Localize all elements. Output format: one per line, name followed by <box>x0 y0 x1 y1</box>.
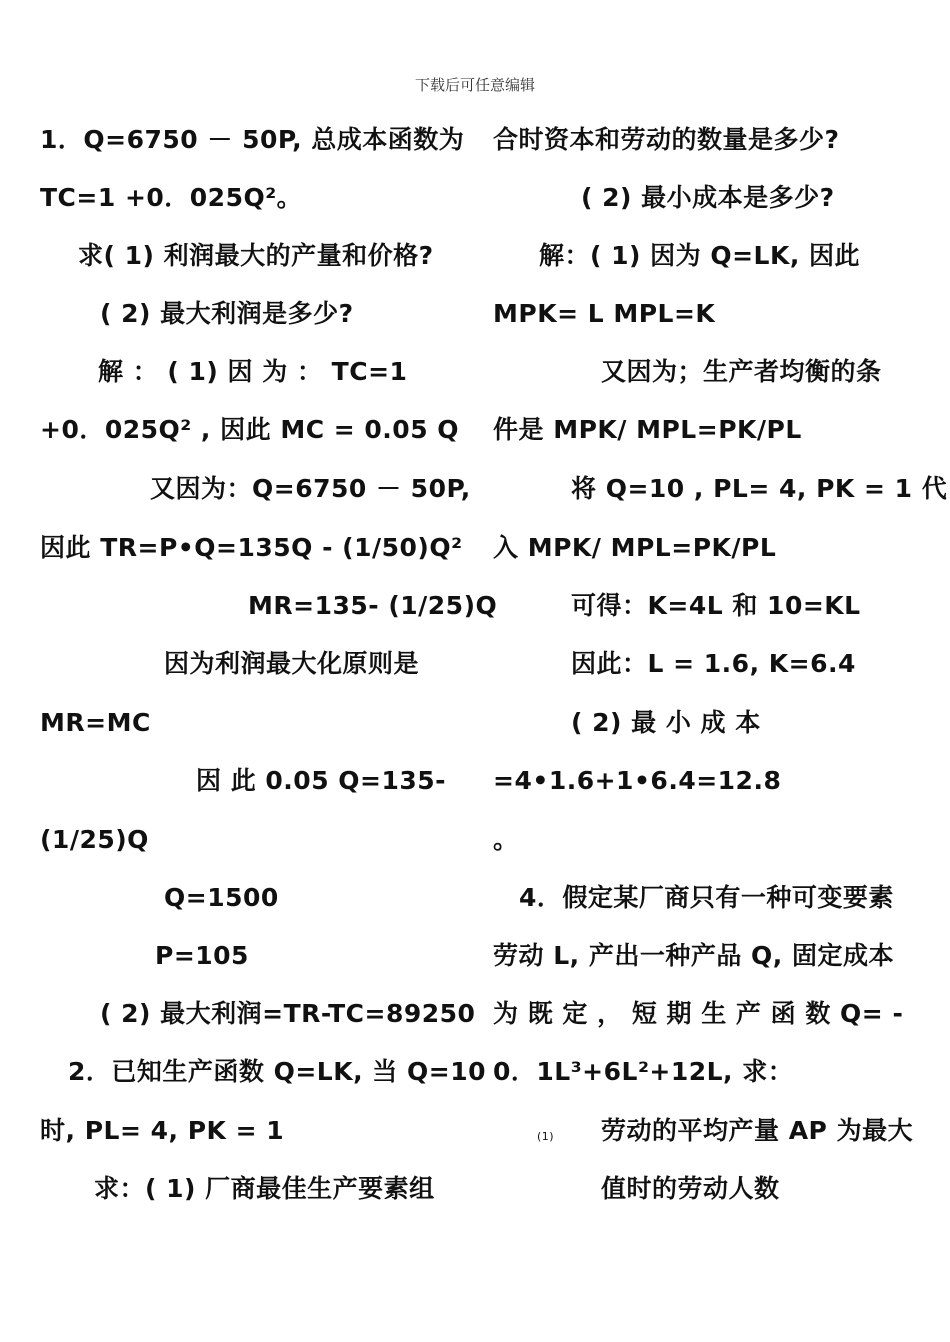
problem-2-question-1: 求：( 1) 厂商最佳生产要素组 <box>94 1174 435 1203</box>
page-header: 下载后可任意编辑 <box>414 76 535 94</box>
solution-2-marginal-products: MPK= L MPL=K <box>493 299 716 328</box>
problem-4-line-2: 劳动 L, 产出一种产品 Q, 固定成本 <box>493 941 894 970</box>
problem-4-line-1: 4．假定某厂商只有一种可变要素 <box>519 883 894 912</box>
problem-4-item-number: (1) <box>537 1130 555 1143</box>
solution-2-result: 因此：L = 1.6, K=6.4 <box>571 649 856 678</box>
problem-2-line-3: 合时资本和劳动的数量是多少? <box>493 125 840 154</box>
solution-1-q-value: Q=1500 <box>164 883 279 912</box>
solution-1-line-8: 因 此 0.05 Q=135- <box>196 766 447 795</box>
problem-1-question-2: ( 2) 最大利润是多少? <box>100 299 354 328</box>
problem-4-item-1-line-1: 劳动的平均产量 AP 为最大 <box>601 1116 914 1145</box>
solution-1-line-2: +0．025Q² , 因此 MC = 0.05 Q <box>40 415 460 444</box>
solution-1-line-3: 又因为：Q=6750 － 50P, <box>150 474 471 503</box>
solution-1-max-profit: ( 2) 最大利润=TR-TC=89250 <box>100 999 476 1028</box>
problem-1-line-2: TC=1 +0．025Q²。 <box>40 183 303 212</box>
problem-2-line-2: 时, PL= 4, PK = 1 <box>40 1116 285 1145</box>
solution-2-substitute-2: 入 MPK/ MPL=PK/PL <box>493 533 777 562</box>
solution-1-line-6: 因为利润最大化原则是 <box>164 649 420 678</box>
solution-2-substitute: 将 Q=10 , PL= 4, PK = 1 代 <box>571 474 948 503</box>
problem-4-line-4: 0．1L³+6L²+12L, 求： <box>493 1057 794 1086</box>
problem-2-line-1: 2．已知生产函数 Q=LK, 当 Q=10 <box>68 1057 486 1086</box>
solution-2-min-cost-label: ( 2) 最 小 成 本 <box>571 708 761 737</box>
problem-4-item-1-line-2: 值时的劳动人数 <box>601 1174 780 1203</box>
solution-2-line-1: 解：( 1) 因为 Q=LK, 因此 <box>539 241 861 270</box>
solution-1-line-1: 解 ： ( 1) 因 为 ： TC=1 <box>98 357 408 386</box>
problem-1-line-1: 1．Q=6750 － 50P, 总成本函数为 <box>40 125 465 154</box>
solution-2-min-cost-value: =4•1.6+1•6.4=12.8 <box>493 766 782 795</box>
problem-2-question-2: ( 2) 最小成本是多少? <box>581 183 835 212</box>
solution-1-p-value: P=105 <box>155 941 249 970</box>
solution-2-derived: 可得：K=4L 和 10=KL <box>571 591 861 620</box>
solution-1-line-9: (1/25)Q <box>40 825 149 854</box>
solution-2-line-3: 又因为；生产者均衡的条 <box>601 357 882 386</box>
solution-2-period: 。 <box>493 825 519 854</box>
problem-1-question-1: 求( 1) 利润最大的产量和价格? <box>78 241 434 270</box>
solution-2-equilibrium: 件是 MPK/ MPL=PK/PL <box>493 415 802 444</box>
solution-1-line-4: 因此 TR=P•Q=135Q - (1/50)Q² <box>40 533 463 562</box>
solution-1-line-7: MR=MC <box>40 708 151 737</box>
problem-4-line-3: 为 既 定 ， 短 期 生 产 函 数 Q= - <box>493 999 904 1028</box>
solution-1-line-5: MR=135- (1/25)Q <box>248 591 498 620</box>
